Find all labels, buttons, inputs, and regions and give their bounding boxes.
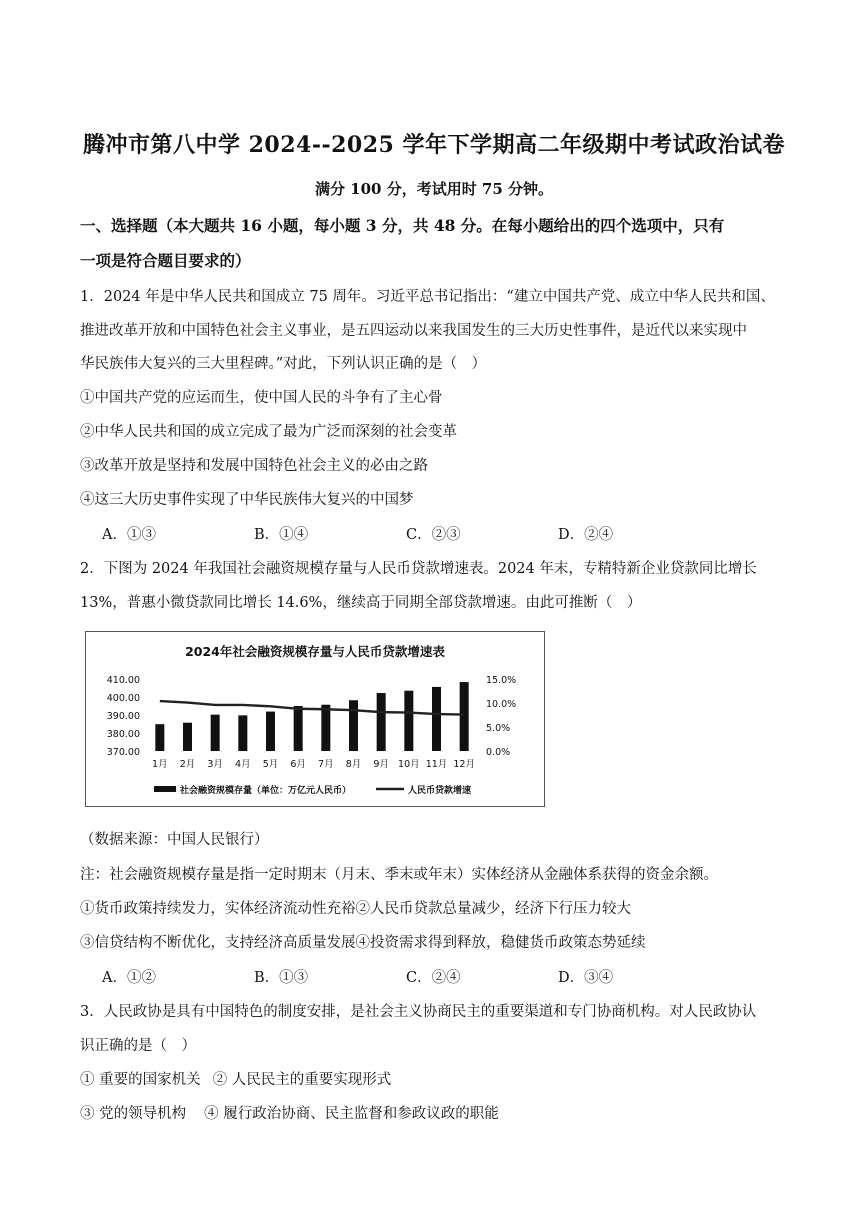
bar-6 (294, 706, 303, 751)
right-axis-tick-label: 15.0% (486, 675, 517, 686)
q2-option-c[interactable]: C．②④ (406, 970, 461, 986)
left-axis-tick-label: 380.00 (106, 729, 140, 740)
q1-stem-line1: 1．2024 年是中华人民共和国成立 75 周年。习近平总书记指出：“建立中国共产党、成立中华人民共和国、 (80, 289, 775, 305)
page-title: 腾冲市第八中学 2024--2025 学年下学期高二年级期中考试政治试卷 (82, 132, 786, 158)
x-tick-label: 4月 (235, 759, 251, 770)
x-tick-label: 10月 (398, 759, 420, 770)
x-tick-label: 9月 (373, 759, 389, 770)
chart-title: 2024年社会融资规模存量与人民币贷款增速表 (185, 644, 445, 659)
x-tick-label: 1月 (152, 759, 168, 770)
left-axis-tick-label: 370.00 (106, 747, 140, 758)
bar-4 (238, 715, 247, 751)
x-tick-label: 5月 (262, 759, 279, 770)
x-tick-label: 12月 (453, 759, 475, 770)
x-tick-label: 3月 (207, 759, 223, 770)
q2-statements-1-2: ①货币政策持续发力，实体经济流动性充裕②人民币贷款总量减少，经济下行压力较大 (80, 901, 631, 917)
q1-statement-3: ③改革开放是坚持和发展中国特色社会主义的必由之路 (80, 458, 428, 474)
right-axis-tick-label: 10.0% (486, 699, 517, 710)
q1-stem-line3: 华民族伟大复兴的三大里程碑。”对此，下列认识正确的是（ ） (80, 356, 487, 372)
q1-stem-line2: 推进改革开放和中国特色社会主义事业，是五四运动以来我国发生的三大历史性事件，是近代以来实现中 (80, 323, 747, 339)
q1-option-a[interactable]: A．①③ (102, 527, 156, 543)
q3-stem-line2: 识正确的是（ ） (80, 1038, 196, 1054)
bar-12 (460, 682, 469, 751)
bar-10 (404, 691, 413, 751)
bar-1 (155, 724, 164, 751)
bar-3 (211, 715, 220, 751)
bar-5 (266, 712, 275, 751)
left-axis-tick-label: 410.00 (106, 675, 140, 686)
bar-11 (432, 687, 441, 751)
bar-9 (377, 693, 386, 751)
legend-line-label: 人民币贷款增速 (408, 786, 472, 796)
legend-bar-swatch (154, 786, 176, 792)
q2-stem-line1: 2．下图为 2024 年我国社会融资规模存量与人民币贷款增速表。2024 年末，专精特新企业贷款同比增长 (80, 561, 757, 577)
q1-option-b[interactable]: B．①④ (254, 527, 309, 543)
q1-statement-1: ①中国共产党的应运而生，使中国人民的斗争有了主心骨 (80, 390, 443, 406)
left-axis-tick-label: 390.00 (106, 711, 140, 722)
q1-option-c[interactable]: C．②③ (406, 527, 461, 543)
chart-figure (85, 631, 545, 807)
q2-options (102, 966, 710, 987)
q3-statements-3-4 (80, 1102, 800, 1123)
q1-statement-2: ②中华人民共和国的成立完成了最为广泛而深刻的社会变革 (80, 424, 457, 440)
x-tick-label: 8月 (345, 759, 362, 770)
section-heading-line2: 一项是符合题目要求的） (80, 251, 251, 270)
q2-note: 注：社会融资规模存量是指一定时期末（月末、季末或年末）实体经济从金融体系获得的资金余额。 (80, 867, 718, 883)
q3-statement-2: ② 人民民主的重要实现形式 (212, 1072, 392, 1088)
q2-option-d[interactable]: D．③④ (558, 970, 614, 986)
bar-7 (321, 705, 330, 751)
x-tick-label: 11月 (425, 759, 448, 770)
loan-growth-line (160, 701, 464, 714)
x-tick-label: 6月 (290, 759, 306, 770)
legend-bar-label: 社会融资规模存量（单位：万亿元人民币） (180, 786, 352, 796)
q2-stem-line2: 13%，普惠小微贷款同比增长 14.6%，继续高于同期全部贷款增速。由此可推断（ ） (80, 595, 642, 611)
right-axis-tick-label: 0.0% (486, 747, 511, 758)
q3-stem-line1: 3．人民政协是具有中国特色的制度安排，是社会主义协商民主的重要渠道和专门协商机构。对人民政协认 (80, 1004, 757, 1020)
x-tick-label: 2月 (179, 759, 196, 770)
bar-8 (349, 700, 358, 751)
loan-growth-chart (86, 632, 544, 806)
q2-statements-3-4: ③信贷结构不断优化，支持经济高质量发展④投资需求得到释放，稳健货币政策态势延续 (80, 935, 646, 951)
q2-option-a[interactable]: A．①② (102, 970, 156, 986)
section-heading-line1: 一、选择题（本大题共 16 小题，每小题 3 分，共 48 分。在每小题给出的四个选项中，只有 (80, 216, 725, 235)
x-tick-label: 7月 (318, 759, 334, 770)
page-subtitle: 满分 100 分，考试用时 75 分钟。 (314, 180, 554, 198)
right-axis-tick-label: 5.0% (486, 723, 511, 734)
q1-statement-4: ④这三大历史事件实现了中华民族伟大复兴的中国梦 (80, 492, 414, 508)
q2-data-source: （数据来源：中国人民银行） (80, 832, 269, 848)
bar-2 (183, 723, 192, 751)
q3-statements-1-2 (80, 1068, 800, 1089)
q3-statement-1: ① 重要的国家机关 (80, 1072, 201, 1088)
left-axis-tick-label: 400.00 (106, 693, 140, 704)
q1-options (102, 523, 710, 544)
q3-statement-4: ④ 履行政治协商、民主监督和参政议政的职能 (204, 1106, 499, 1122)
q1-option-d[interactable]: D．②④ (558, 527, 614, 543)
q2-option-b[interactable]: B．①③ (254, 970, 309, 986)
q3-statement-3: ③ 党的领导机构 (80, 1106, 187, 1122)
